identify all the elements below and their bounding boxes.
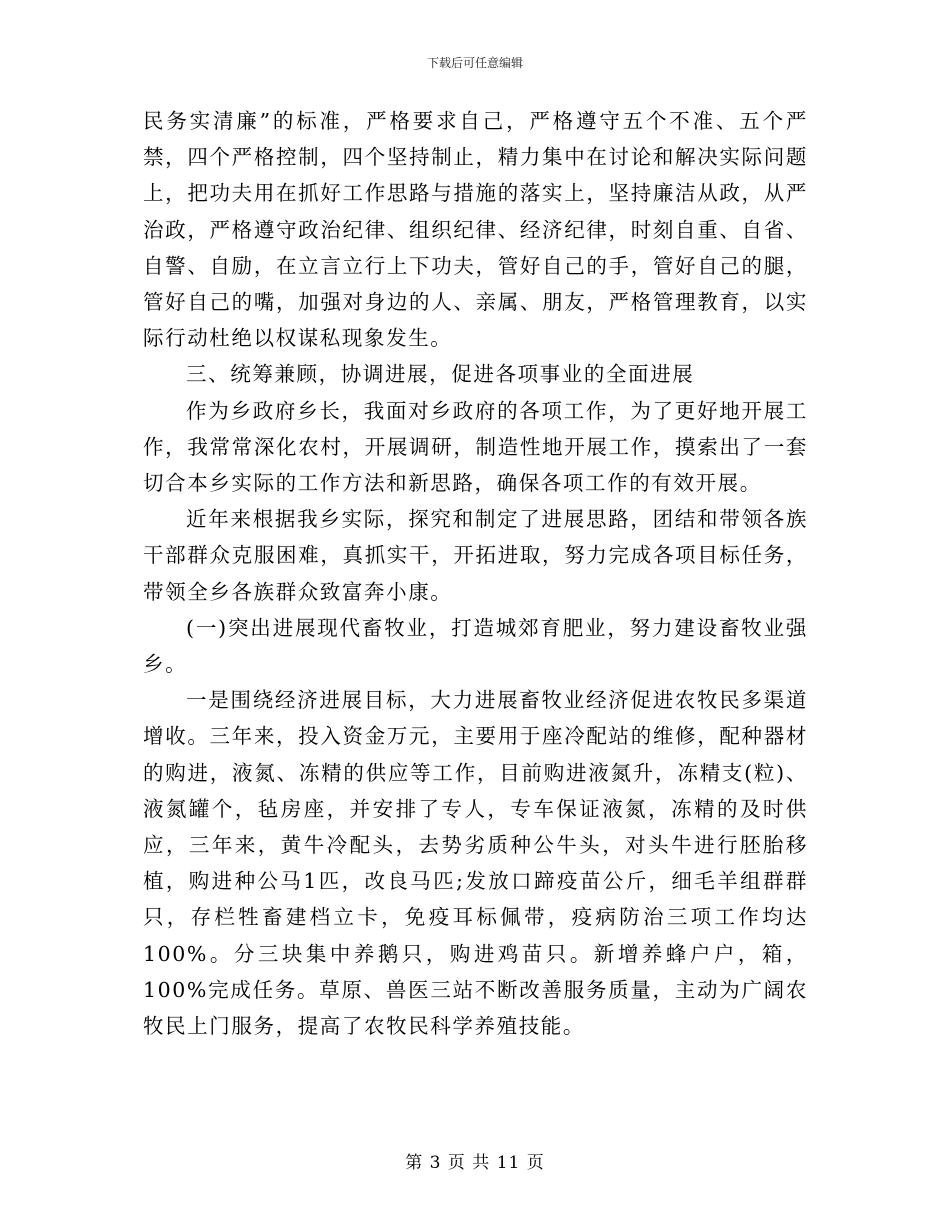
paragraph: 一是围绕经济进展目标，大力进展畜牧业经济促进农牧民多渠道增收。三年来，投入资金万元，主要用于座冷配站的维修，配种器材的购进，液氮、冻精的供应等工作，目前购进液氮升，冻精支(粒)、液氮罐个，毡房座，并安排了专人，专车保证液氮，冻精的及时供应，三年来，黄牛冷配头，去势劣质种公牛头，对头牛进行胚胎移植，购进种公马1匹，改良马匹;发放口蹄疫苗公斤，细毛羊组群群只，存栏牲畜建档立卡，免疫耳标佩带，疫病防治三项工作均达100%。分三块集中养鹅只，购进鸡苗只。新增养蜂户户，箱，100%完成任务。草原、兽医三站不断改善服务质量，主动为广阔农牧民上门服务，提高了农牧民科学养殖技能。 — [143, 688, 808, 1039]
page-header: 下载后可任意编辑 — [426, 56, 523, 70]
section-heading: 三、统筹兼顾，协调进展，促进各项事业的全面进展 — [186, 362, 695, 387]
page-number: 第 3 页 共 11 页 — [405, 1153, 545, 1173]
document-body — [143, 103, 808, 1044]
paragraph: 作为乡政府乡长，我面对乡政府的各项工作，为了更好地开展工作，我常常深化农村，开展调研，制造性地开展工作，摸索出了一套切合本乡实际的工作方法和新思路，确保各项工作的有效开展。 — [143, 398, 808, 496]
paragraph: 近年来根据我乡实际，探究和制定了进展思路，团结和带领各族干部群众克服困难，真抓实干，开拓进取，努力完成各项目标任务，带领全乡各族群众致富奔小康。 — [143, 507, 808, 604]
subsection-heading: (一)突出进展现代畜牧业，打造城郊育肥业，努力建设畜牧业强乡。 — [143, 615, 808, 677]
paragraph: 民务实清廉”的标准，严格要求自己，严格遵守五个不准、五个严禁，四个严格控制，四个坚持制止，精力集中在讨论和解决实际问题上，把功夫用在抓好工作思路与措施的落实上，坚持廉洁从政，从严治政，严格遵守政治纪律、组织纪律、经济纪律，时刻自重、自省、自警、自励，在立言立行上下功夫，管好自己的手，管好自己的腿，管好自己的嘴，加强对身边的人、亲属、朋友，严格管理教育，以实际行动杜绝以权谋私现象发生。 — [143, 109, 808, 351]
